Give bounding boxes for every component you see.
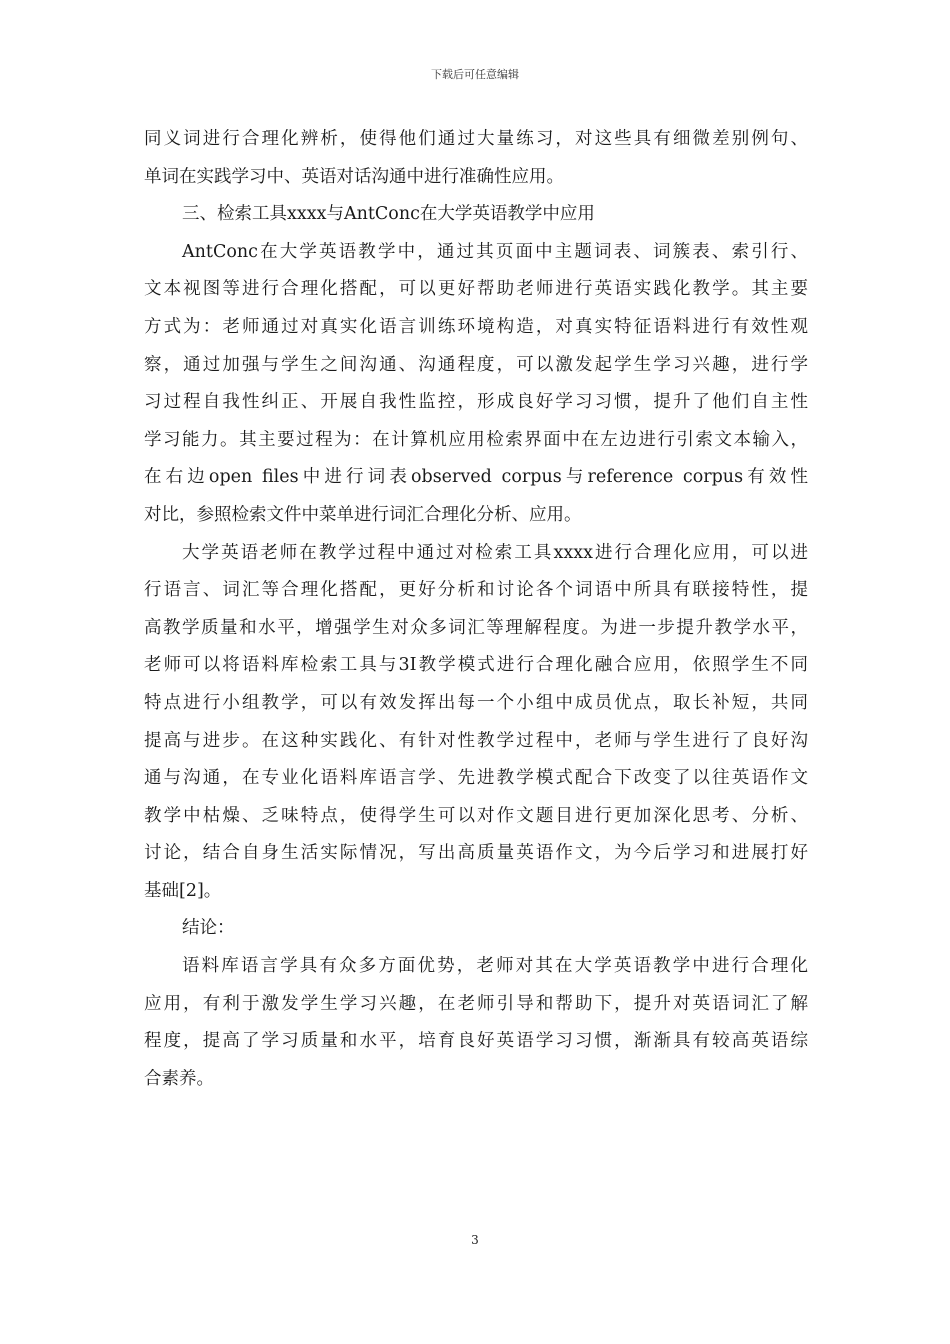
text-line: 行语言、词汇等合理化搭配，更好分析和讨论各个词语中所具有联接特性，提 <box>144 580 808 601</box>
text-line: 高教学质量和水平，增强学生对众多词汇等理解程度。为进一步提升教学水平， <box>144 617 808 638</box>
text-line: 提高与进步。在这种实践化、有针对性教学过程中，老师与学生进行了良好沟 <box>144 730 808 751</box>
paragraph-first-line: 语料库语言学具有众多方面优势，老师对其在大学英语教学中进行合理化 <box>182 956 808 977</box>
text-line: 学习能力。其主要过程为：在计算机应用检索界面中在左边进行引索文本输入， <box>144 429 808 450</box>
paragraph-first-line: 三、检索工具xxxx与AntConc在大学英语教学中应用 <box>182 204 595 225</box>
page-header: 下载后可任意编辑 <box>431 68 519 81</box>
text-line: 基础[2]。 <box>144 880 222 901</box>
text-line: 合素养。 <box>144 1068 214 1089</box>
text-line: 教学中枯燥、乏味特点，使得学生可以对作文题目进行更加深化思考、分析、 <box>144 805 808 826</box>
text-line: 通与沟通，在专业化语料库语言学、先进教学模式配合下改变了以往英语作文 <box>144 768 808 789</box>
document-body <box>144 121 808 1098</box>
text-line: 程度，提高了学习质量和水平，培育良好英语学习习惯，渐渐具有较高英语综 <box>144 1031 808 1052</box>
text-line: 同义词进行合理化辨析，使得他们通过大量练习，对这些具有细微差别例句、 <box>144 129 808 149</box>
paragraph-first-line: 大学英语老师在教学过程中通过对检索工具xxxx进行合理化应用，可以进 <box>182 542 808 563</box>
text-line: 文本视图等进行合理化搭配，可以更好帮助老师进行英语实践化教学。其主要 <box>144 279 808 300</box>
text-line: 老师可以将语料库检索工具与3I教学模式进行合理化融合应用，依照学生不同 <box>144 655 808 676</box>
text-line: 在右边open files中进行词表observed corpus与reference corpus有效性 <box>144 467 808 488</box>
text-line: 习过程自我性纠正、开展自我性监控，形成良好学习习惯，提升了他们自主性 <box>144 392 808 413</box>
page-number: 3 <box>471 1233 479 1247</box>
text-line: 讨论，结合自身生活实际情况，写出高质量英语作文，为今后学习和进展打好 <box>144 843 808 864</box>
paragraph-first-line: AntConc在大学英语教学中，通过其页面中主题词表、词簇表、索引行、 <box>182 241 808 262</box>
text-line: 单词在实践学习中、英语对话沟通中进行准确性应用。 <box>144 166 564 187</box>
text-line: 对比，参照检索文件中菜单进行词汇合理化分析、应用。 <box>144 504 582 525</box>
text-line: 方式为：老师通过对真实化语言训练环境构造，对真实特征语料进行有效性观 <box>144 316 808 337</box>
text-line: 应用，有利于激发学生学习兴趣，在老师引导和帮助下，提升对英语词汇了解 <box>144 993 808 1014</box>
paragraph-first-line: 结论： <box>182 918 235 939</box>
text-line: 特点进行小组教学，可以有效发挥出每一个小组中成员优点，取长补短，共同 <box>144 692 808 713</box>
text-line: 察，通过加强与学生之间沟通、沟通程度，可以激发起学生学习兴趣，进行学 <box>144 354 808 375</box>
